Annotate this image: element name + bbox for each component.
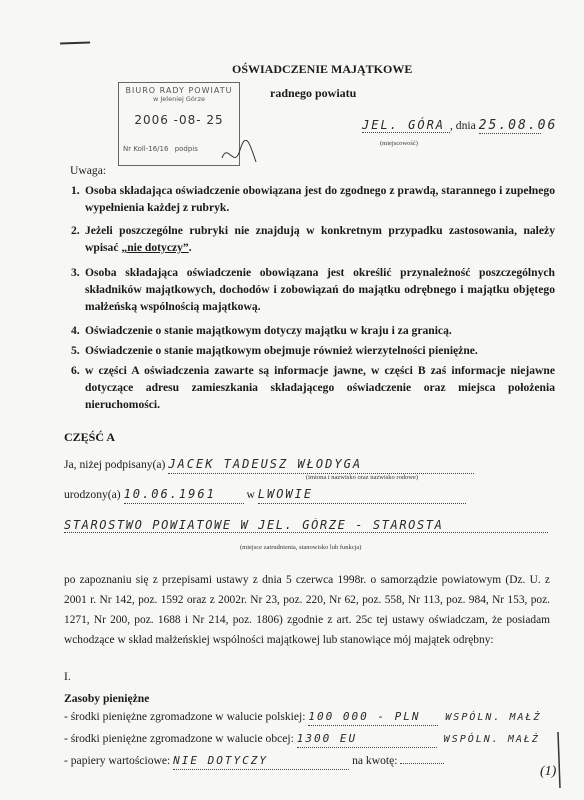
place-caption: (miejscowość) bbox=[380, 140, 418, 147]
uwaga-item-2 bbox=[71, 222, 555, 256]
uwaga-item-3 bbox=[71, 264, 555, 315]
cash-pln-note: WSPÓLN. MAŁŻ bbox=[445, 712, 542, 723]
born-in-label: w bbox=[246, 488, 255, 501]
born-date: 10.06.1961 bbox=[124, 486, 244, 504]
securities-row bbox=[64, 752, 444, 770]
cash-pln-row bbox=[64, 708, 542, 726]
uwaga-item-text: Oświadczenie o stanie majątkowym dotyczy majątku w kraju i za granicą. bbox=[85, 324, 452, 337]
employment-value: STAROSTWO POWIATOWE W JEL. GÓRZE - STAROSTA bbox=[64, 518, 548, 533]
securities-label: - papiery wartościowe: bbox=[64, 754, 171, 767]
uwaga-item-num: 1. bbox=[71, 184, 80, 197]
name-value: JACEK TADEUSZ WŁODYGA bbox=[168, 456, 474, 474]
cash-foreign-label: - środki pieniężne zgromadzone w walucie obcej: bbox=[64, 732, 294, 745]
uwaga-item-num: 2. bbox=[71, 224, 80, 237]
employment-caption: (miejsce zatrudnienia, stanowisko lub funkcja) bbox=[240, 544, 362, 551]
born-line bbox=[64, 486, 466, 504]
corner-mark bbox=[60, 37, 90, 44]
place-value: JEL. GÓRA bbox=[362, 118, 450, 133]
stamp-signature-scribble bbox=[220, 140, 260, 170]
section-1-roman: I. bbox=[64, 670, 71, 683]
cash-foreign-value: 1300 EU bbox=[297, 730, 437, 748]
document-subtitle: radnego powiatu bbox=[270, 86, 357, 100]
name-label: Ja, niżej podpisany(a) bbox=[64, 458, 166, 471]
born-place: LWOWIE bbox=[258, 486, 466, 504]
stamp-line1: BIURO RADY POWIATU bbox=[125, 86, 233, 95]
statement-paragraph: po zapoznaniu się z przepisami ustawy z dnia 5 czerwca 1998r. o samorządzie powiatowym (Dz. U. z 2001 r. Nr 142, poz. 1592 oraz z 2002r. Nr 23, poz. 220, Nr 62, poz. 558, Nr 113, poz. 984, Nr 153, poz. 1271, Nr 200, poz. 1688 i Nr 214, poz. 1806) zgodnie z art. 25c tej ustawy oświadczam, że posiadam wchodzące w skład małżeńskiej wspólności majątkowej lub stanowiące mój majątek odrębny: bbox=[64, 574, 550, 646]
born-label: urodzony(a) bbox=[64, 488, 121, 501]
stamp-signature: podpis bbox=[174, 145, 198, 153]
uwaga-item-num: 4. bbox=[71, 324, 80, 337]
securities-amount-label: na kwotę: bbox=[352, 754, 398, 767]
uwaga-item-text: Jeżeli poszczególne rubryki nie znajdują w konkretnym przypadku zastosowania, należy wpisać bbox=[85, 224, 555, 254]
securities-value: NIE DOTYCZY bbox=[173, 752, 349, 770]
cash-pln-value: 100 000 - PLN bbox=[308, 708, 438, 726]
cash-foreign-row bbox=[64, 730, 540, 748]
cash-foreign-note: WSPÓLN. MAŁŻ bbox=[443, 734, 540, 745]
stamp-line2: w Jeleniej Górze bbox=[153, 95, 205, 103]
uwaga-item-text: w części A oświadczenia zawarte są informacje jawne, w części B zaś informacje niejawne dotyczące adresu zamieszkania składającego oświadczenie oraz miejsca położenia nieruchomości. bbox=[85, 364, 555, 411]
nie-dotyczy-phrase: „nie dotyczy” bbox=[121, 241, 189, 254]
stamp-number: Nr Koll-16/16 bbox=[123, 145, 169, 153]
name-caption: (imiona i nazwisko oraz nazwisko rodowe) bbox=[306, 474, 419, 481]
uwaga-item-num: 6. bbox=[71, 364, 80, 377]
uwaga-item-num: 5. bbox=[71, 344, 80, 357]
uwaga-item-6 bbox=[71, 362, 555, 413]
place-date-line bbox=[362, 118, 558, 134]
securities-amount-field bbox=[400, 763, 444, 764]
margin-stroke bbox=[548, 730, 568, 790]
uwaga-item-period: . bbox=[188, 241, 192, 254]
uwaga-item-4 bbox=[71, 322, 555, 339]
stamp-date: 2006 -08- 25 bbox=[134, 113, 224, 127]
uwaga-heading: Uwaga: bbox=[70, 164, 107, 177]
date-value: 25.08.06 bbox=[478, 118, 558, 133]
uwaga-item-5 bbox=[71, 342, 555, 359]
uwaga-item-num: 3. bbox=[71, 266, 80, 279]
date-label: , dnia bbox=[450, 119, 476, 132]
uwaga-item-text: Osoba składająca oświadczenie obowiązana jest do zgodnego z prawdą, starannego i zupełnego wypełnienia każdej z rubryk. bbox=[85, 184, 555, 214]
part-a-heading: CZĘŚĆ A bbox=[64, 430, 116, 444]
page-mark: (1) bbox=[540, 764, 557, 779]
uwaga-item-text: Osoba składająca oświadczenie obowiązana jest określić przynależność poszczególnych składników majątkowych, dochodów i zobowiązań do majątku odrębnego i majątku objętego małżeńską wspólnością majątkową. bbox=[85, 266, 555, 313]
name-line bbox=[64, 456, 474, 474]
uwaga-item-text: Oświadczenie o stanie majątkowym obejmuje również wierzytelności pieniężne. bbox=[85, 344, 478, 357]
cash-pln-label: - środki pieniężne zgromadzone w walucie polskiej: bbox=[64, 710, 306, 723]
document-title: OŚWIADCZENIE MAJĄTKOWE bbox=[232, 62, 413, 76]
uwaga-item-1 bbox=[71, 182, 555, 216]
section-1-heading: Zasoby pieniężne bbox=[64, 692, 150, 705]
